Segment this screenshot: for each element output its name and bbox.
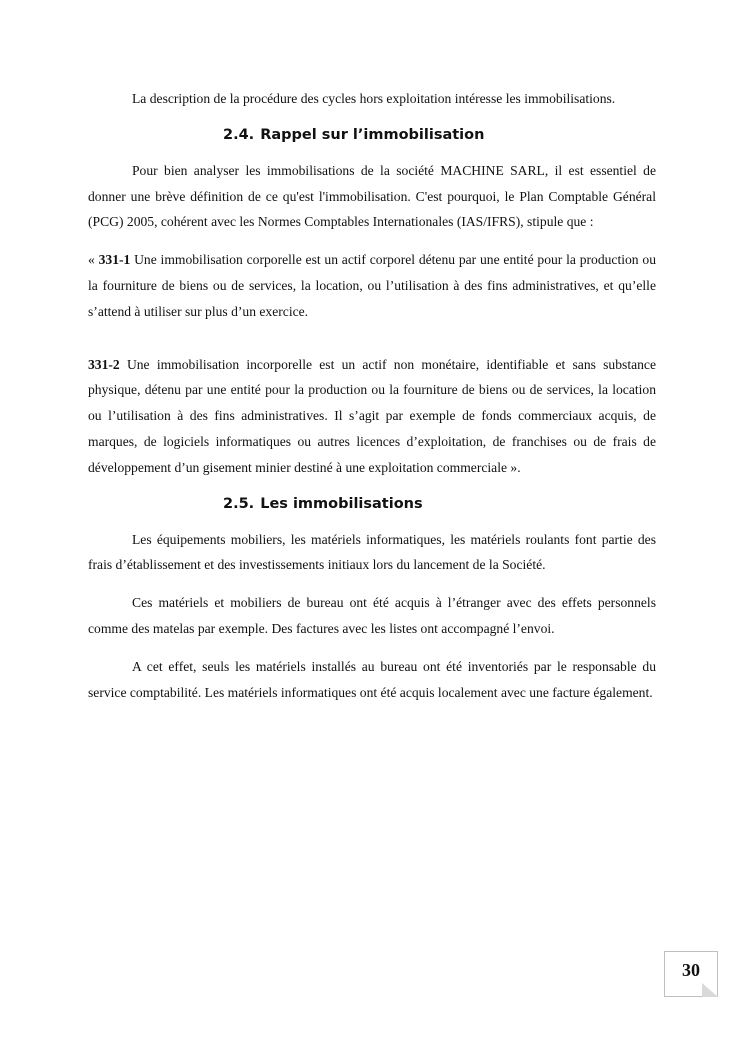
page-fold-icon: [702, 983, 718, 997]
article-code: 331-1: [98, 252, 131, 268]
page-number-box: [664, 951, 718, 997]
definition-paragraph: Pour bien analyser les immobilisations de la société MACHINE SARL, il est essentiel de donner une brève définition de ce qu'est l'immobilisation. C'est pourquoi, le Plan Comptable Général (PCG) 2005, cohérent avec les Normes Comptables Internationales (IAS/IFRS), stipule que :: [88, 162, 656, 230]
section-2-5-heading: [88, 491, 656, 517]
intro-paragraph: La description de la procédure des cycles hors exploitation intéresse les immobilisations.: [132, 91, 616, 106]
quote-331-2: [88, 352, 656, 481]
section-number: 2.5.: [223, 495, 255, 512]
materiels-paragraph: Ces matériels et mobiliers de bureau ont été acquis à l’étranger avec des effets personnels comme des matelas par exemple. Des factures avec les listes ont accompagné l’envoi.: [88, 595, 656, 636]
section-title: Les immobilisations: [260, 495, 423, 512]
open-quote: «: [88, 252, 99, 268]
article-text: Une immobilisation incorporelle est un actif non monétaire, identifiable et sans substance physique, détenu par une entité pour la production ou la fourniture de biens ou de services, la location ou l’utilisation à des fins administratives. Il s’agit par exemple de fonds commerciaux acquis, de marques, de logiciels informatiques ou autres licences d’exploitation, de franchises ou de frais de développement d’un gisement minier destiné à une exploitation commerciale ».: [88, 356, 656, 475]
section-2-4-heading: [88, 122, 656, 148]
document-page: [88, 86, 656, 705]
equipements-paragraph: Les équipements mobiliers, les matériels informatiques, les matériels roulants font partie des frais d’établissement et des investissements initiaux lors du lancement de la Société.: [88, 531, 656, 573]
page-number: 30: [682, 960, 700, 980]
article-code: 331-2: [88, 356, 120, 372]
inventaire-paragraph: A cet effet, seuls les matériels installés au bureau ont été inventoriés par le responsable du service comptabilité. Les matériels informatiques ont été acquis localement avec une facture également.: [88, 658, 656, 700]
article-text: Une immobilisation corporelle est un actif corporel détenu par une entité pour la production ou la fourniture de biens ou de services, la location, ou l’utilisation à des fins administratives, et qu’elle s’attend à utiliser sur plus d’un exercice.: [88, 252, 656, 319]
section-title: Rappel sur l’immobilisation: [260, 126, 485, 143]
quote-331-1: [88, 247, 656, 324]
section-number: 2.4.: [223, 126, 255, 143]
